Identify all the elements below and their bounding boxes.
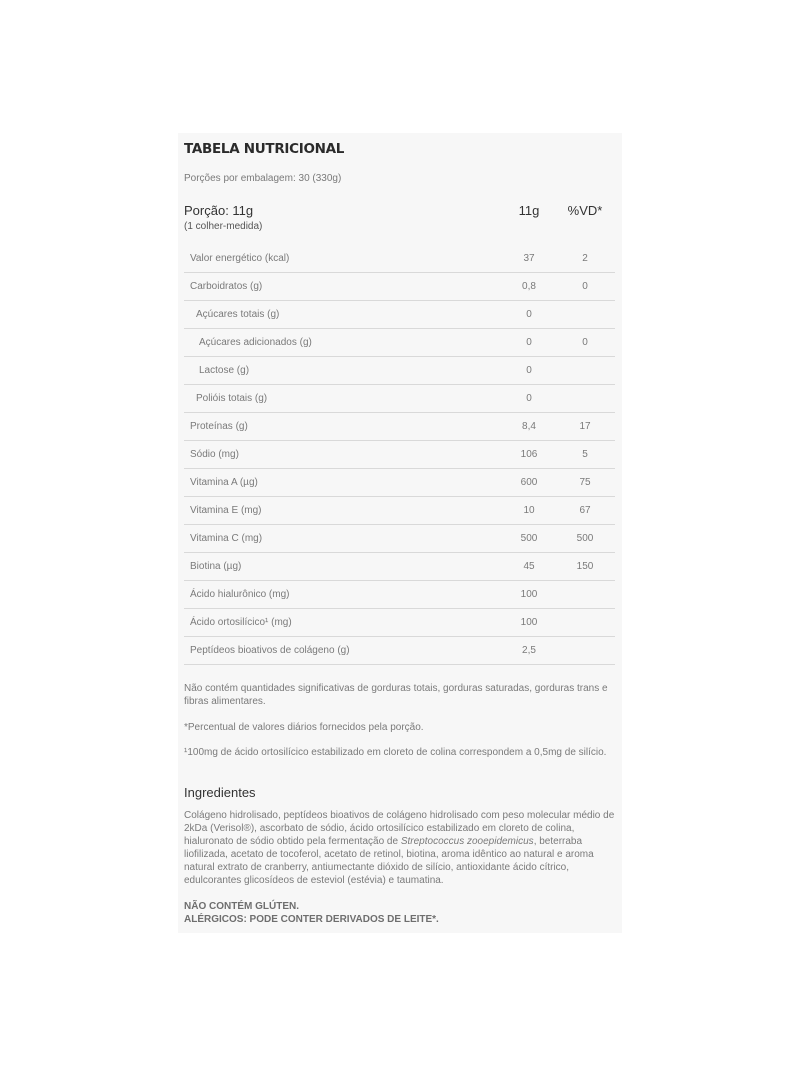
gluten-warning: NÃO CONTÉM GLÚTEN. [184, 901, 299, 912]
nutrient-qty: 600 [520, 477, 538, 488]
nutrient-vd: 0 [582, 281, 588, 292]
nutrient-qty: 0 [526, 309, 532, 320]
vd-column-header: %VD* [567, 203, 603, 218]
table-row [184, 581, 615, 609]
portion-sublabel: (1 colher-medida) [184, 221, 263, 232]
nutrient-name: Peptídeos bioativos de colágeno (g) [190, 645, 350, 656]
table-header [184, 203, 615, 236]
nutrient-vd: 5 [582, 449, 588, 460]
note-not-significant: Não contém quantidades significativas de gorduras totais, gorduras saturadas, gorduras trans e fibras alimentares. [184, 683, 608, 707]
nutrient-vd: 150 [576, 561, 594, 572]
nutrient-qty: 10 [523, 505, 535, 516]
nutrient-name: Biotina (µg) [190, 561, 242, 572]
ingredients-text-part1: Colágeno hidrolisado, peptídeos bioativos de colágeno hidrolisado com peso molecular médio de 2kDa (Verisol®), ascorbato de sódio, ácido ortosilícico estabilizado em cloreto de colina, hialuronato de sódio obtido pela fermentação de [184, 810, 615, 847]
nutrient-name: Vitamina A (µg) [190, 477, 258, 488]
nutrient-vd: 17 [579, 421, 591, 432]
table-row [184, 273, 615, 301]
nutrient-vd: 500 [576, 533, 594, 544]
nutrient-name: Valor energético (kcal) [190, 253, 290, 264]
table-row [184, 441, 615, 469]
portion-block [184, 203, 499, 236]
nutrient-qty: 0 [526, 365, 532, 376]
nutrition-panel [178, 133, 622, 933]
nutrient-name: Ácido hialurônico (mg) [190, 589, 290, 600]
ingredients-text-italic: Streptococcus zooepidemicus [400, 836, 534, 847]
nutrient-name: Sódio (mg) [190, 449, 239, 460]
qty-column-header: 11g [518, 203, 540, 218]
table-row [184, 469, 615, 497]
nutrient-vd: 0 [582, 337, 588, 348]
table-row [184, 609, 615, 637]
nutrient-qty: 45 [523, 561, 535, 572]
nutrient-name: Açúcares adicionados (g) [199, 337, 312, 348]
nutrient-qty: 100 [520, 617, 538, 628]
note-orthosilicic: ¹100mg de ácido ortosilícico estabilizado em cloreto de colina correspondem a 0,5mg de silício. [184, 747, 607, 758]
warnings [184, 900, 615, 926]
ingredients-text-part2: , beterraba liofilizada, acetato de tocoferol, acetato de retinol, biotina, aroma idêntico ao natural e aroma natural extrato de cranberry, antiumectante dióxido de silício, antioxidante ácido cítrico, edulcorantes glicosídeos de esteviol (estévia) e taumatina. [184, 836, 594, 886]
nutrient-vd: 75 [579, 477, 591, 488]
nutrient-name: Proteínas (g) [190, 421, 248, 432]
table-row [184, 553, 615, 581]
nutrient-qty: 0 [526, 393, 532, 404]
nutrient-qty: 106 [520, 449, 538, 460]
table-row [184, 245, 615, 273]
portion-label: Porção: 11g [184, 203, 254, 218]
nutrient-qty: 0 [526, 337, 532, 348]
nutrient-name: Carboidratos (g) [190, 281, 263, 292]
nutrient-qty: 37 [523, 253, 535, 264]
table-row [184, 497, 615, 525]
table-row [184, 357, 615, 385]
nutrient-qty: 0,8 [522, 281, 536, 292]
nutrient-qty: 8,4 [522, 421, 536, 432]
nutrient-qty: 500 [520, 533, 538, 544]
table-title: TABELA NUTRICIONAL [184, 141, 345, 157]
table-row [184, 525, 615, 553]
table-row [184, 637, 615, 665]
ingredients-title: Ingredientes [184, 785, 256, 800]
nutrient-name: Lactose (g) [199, 365, 250, 376]
nutrient-name: Açúcares totais (g) [196, 309, 280, 320]
nutrient-name: Vitamina C (mg) [190, 533, 263, 544]
table-row [184, 329, 615, 357]
nutrient-rows [184, 245, 615, 665]
nutrient-vd: 67 [579, 505, 591, 516]
table-row [184, 301, 615, 329]
nutrient-qty: 2,5 [522, 645, 536, 656]
nutrient-vd: 2 [582, 253, 588, 264]
servings-per-package: Porções por embalagem: 30 (330g) [184, 173, 342, 184]
nutrient-qty: 100 [520, 589, 538, 600]
nutrient-name: Ácido ortosilícico¹ (mg) [190, 617, 292, 628]
table-row [184, 385, 615, 413]
ingredients-text [184, 809, 616, 887]
nutrient-name: Vitamina E (mg) [190, 505, 262, 516]
nutrient-name: Polióis totais (g) [196, 393, 268, 404]
table-row [184, 413, 615, 441]
note-daily-values: *Percentual de valores diários fornecidos pela porção. [184, 722, 424, 733]
allergen-warning: ALÉRGICOS: PODE CONTER DERIVADOS DE LEITE*. [184, 914, 439, 925]
